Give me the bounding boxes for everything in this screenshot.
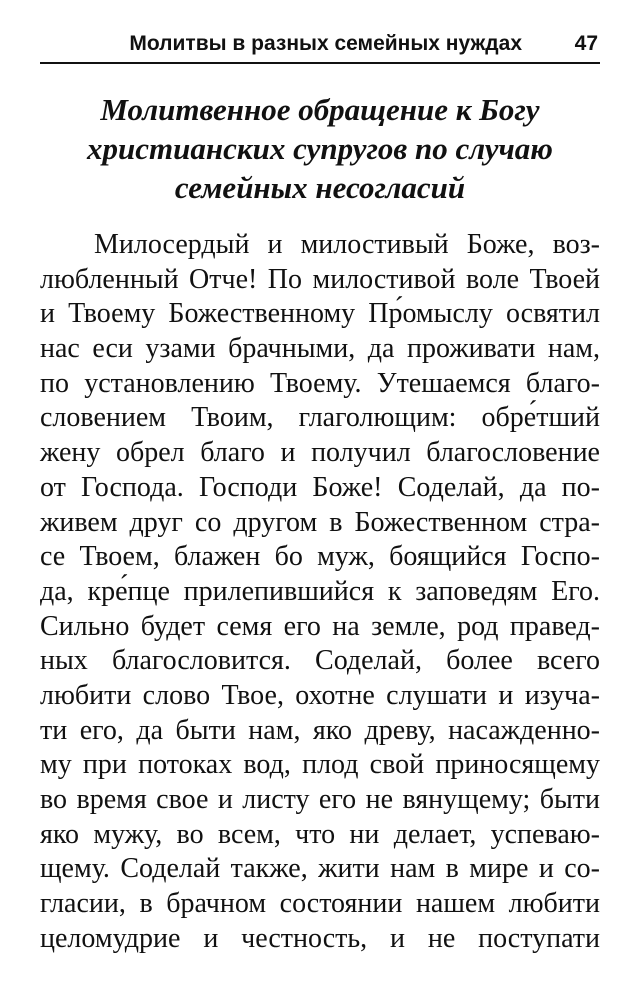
prayer-text xyxy=(40,228,600,956)
text-line: яко мужу, во всем, что ни делает, успеваю- xyxy=(40,818,600,850)
title-line: семейных несогласий xyxy=(174,170,466,205)
text-line: му при потоках вод, плод свой приносящему xyxy=(40,749,600,781)
text-line: Милосердый и милостивый Боже, воз- xyxy=(94,229,600,260)
text-line: щему. Соделай также, жити нам в мире и со- xyxy=(40,853,600,885)
text-line: се Твоем, блажен бо муж, боящийся Госпо- xyxy=(40,541,600,573)
prayer-title xyxy=(40,90,600,207)
text-line: Сильно будет семя его на земле, род правед- xyxy=(40,610,600,642)
text-line: словением Твоим, глаголющим: обре́тший xyxy=(40,402,600,434)
title-line: христианских супругов по случаю xyxy=(87,131,553,166)
text-line: от Господа. Господи Боже! Соделай, да по- xyxy=(40,471,600,503)
text-line: да, кре́пце прилепившийся к заповедям Его. xyxy=(40,575,600,607)
text-line: жену обрел благо и получил благословение xyxy=(40,437,600,469)
running-header xyxy=(40,28,600,64)
text-line: во время свое и листу его не вянущему; быти xyxy=(40,784,600,815)
page-number: 47 xyxy=(574,32,598,55)
text-line: по установлению Твоему. Утешаемся благо- xyxy=(40,367,600,399)
text-line: ти его, да быти нам, яко древу, насажденно- xyxy=(40,714,600,746)
text-line: живем друг со другом в Божественном стра- xyxy=(40,506,600,538)
text-line: любленный Отче! По милостивой воле Твоей xyxy=(40,263,600,295)
text-line: ных благословится. Соделай, более всего xyxy=(40,645,600,677)
text-line: гласии, в брачном состоянии нашем любити xyxy=(40,888,600,920)
text-line: любити слово Твое, охотне слушати и изуча- xyxy=(40,679,600,711)
running-title: Молитвы в разных семейных нуждах xyxy=(129,32,522,55)
text-line: целомудрие и честность, и не поступати xyxy=(40,922,600,954)
title-line: Молитвенное обращение к Богу xyxy=(100,92,540,127)
text-line: и Твоему Божественному Пр́омыслу освятил xyxy=(40,298,600,330)
text-line: нас еси узами брачными, да проживати нам, xyxy=(40,333,600,365)
